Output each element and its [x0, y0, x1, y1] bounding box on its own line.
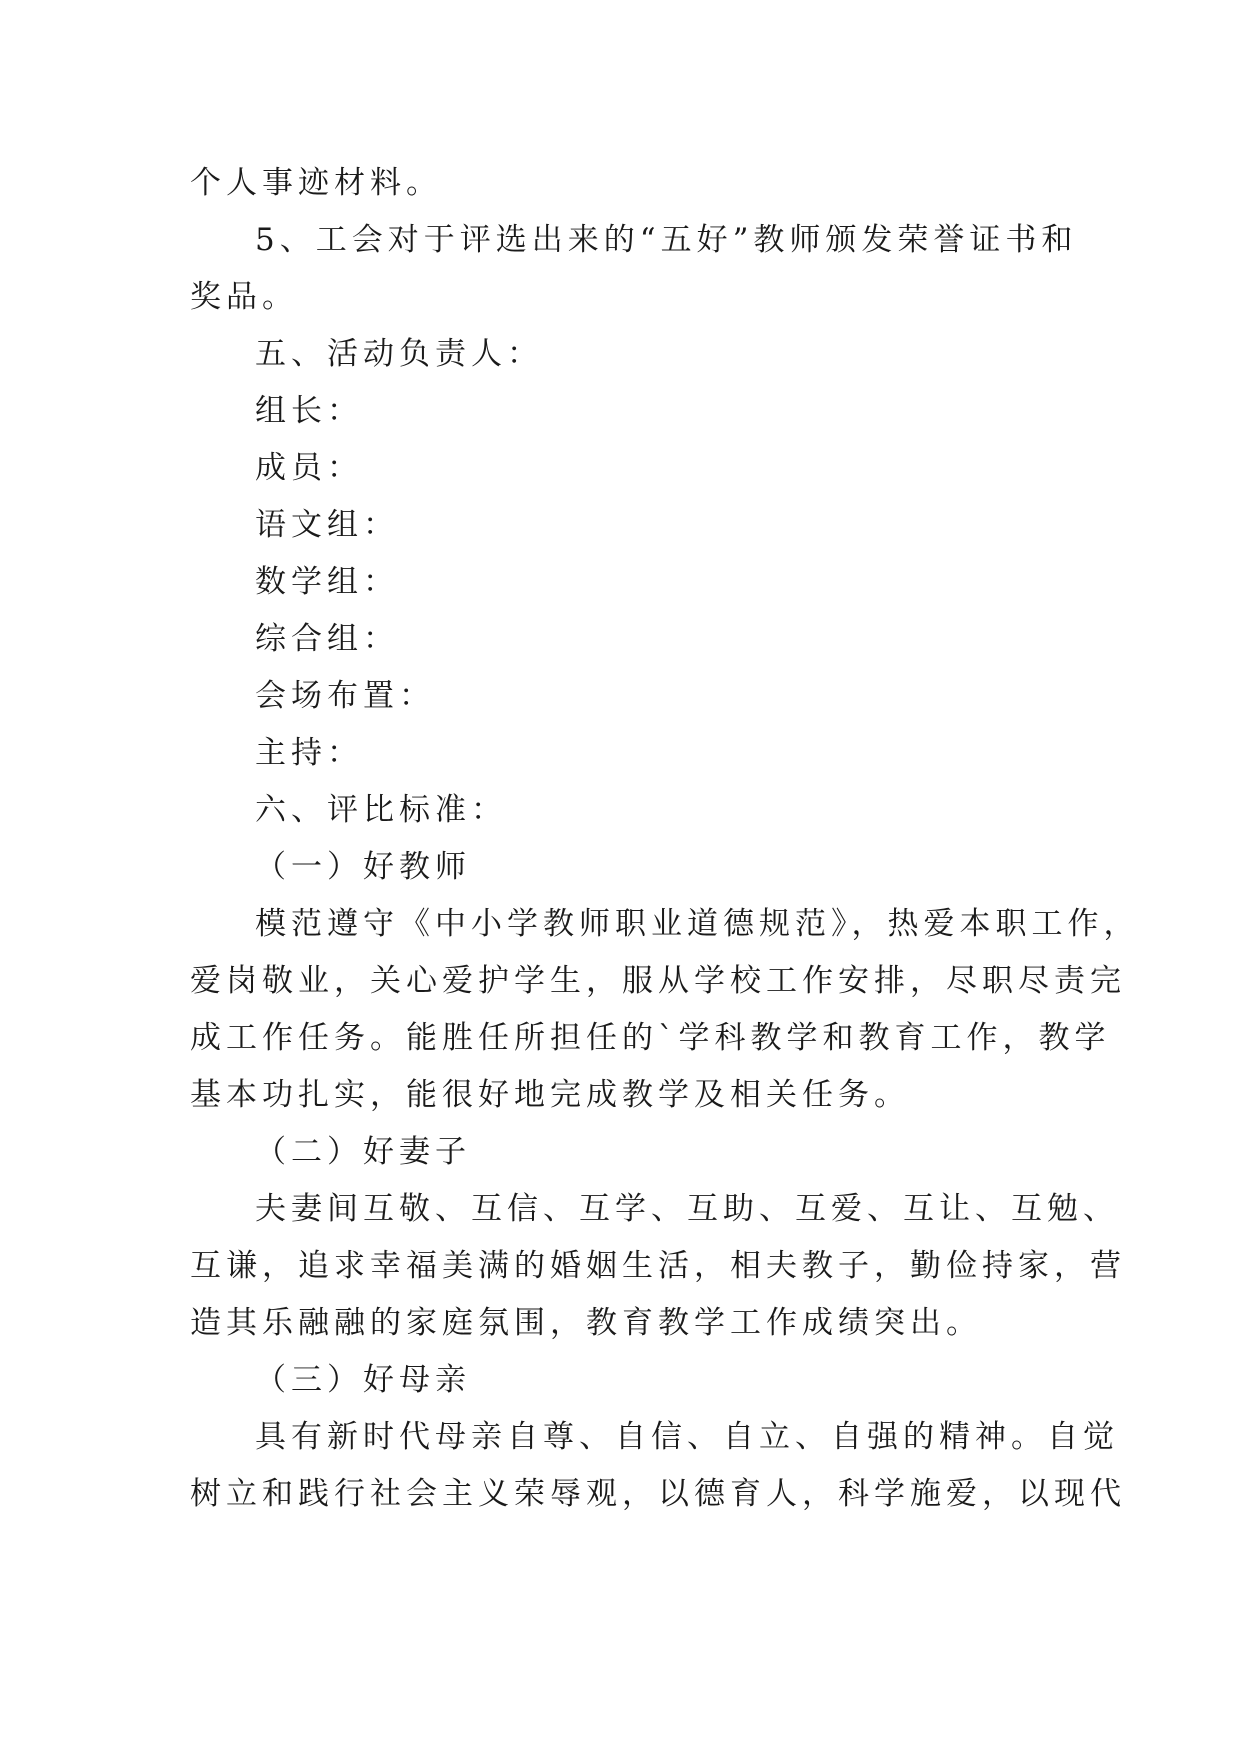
text-line: 语文组：	[255, 507, 399, 543]
text-line: 组长：	[255, 393, 363, 429]
section-heading: 六、评比标准：	[255, 792, 507, 828]
text-line: 主持：	[255, 735, 363, 771]
text-line: 模范遵守《中小学教师职业道德规范》，热爱本职工作，	[255, 906, 1140, 942]
text-line: 互谦，追求幸福美满的婚姻生活，相夫教子，勤俭持家，营	[190, 1248, 1126, 1284]
text-line: 具有新时代母亲自尊、自信、自立、自强的精神。自觉	[255, 1419, 1119, 1455]
subsection-heading: （二）好妻子	[255, 1134, 471, 1170]
text-line: 夫妻间互敬、互信、互学、互助、互爱、互让、互勉、	[255, 1191, 1119, 1227]
text-line: 造其乐融融的家庭氛围，教育教学工作成绩突出。	[190, 1305, 982, 1341]
text-line: 成员：	[255, 450, 363, 486]
subsection-heading: （一）好教师	[255, 849, 471, 885]
text-line: 基本功扎实，能很好地完成教学及相关任务。	[190, 1077, 910, 1113]
text-line: 成工作任务。能胜任所担任的`学科教学和教育工作，教学	[190, 1020, 1111, 1056]
text-line: 爱岗敬业，关心爱护学生，服从学校工作安排，尽职尽责完	[190, 963, 1126, 999]
text-line: 树立和践行社会主义荣辱观，以德育人，科学施爱，以现代	[190, 1476, 1126, 1512]
text-line: 会场布置：	[255, 678, 435, 714]
text-line: 奖品。	[190, 279, 298, 315]
text-line: 数学组：	[255, 564, 399, 600]
text-line: 综合组：	[255, 621, 399, 657]
section-heading: 五、活动负责人：	[255, 336, 543, 372]
text-line: 个人事迹材料。	[190, 165, 442, 201]
text-line: 5、工会对于评选出来的“五好”教师颁发荣誉证书和	[255, 222, 1078, 258]
subsection-heading: （三）好母亲	[255, 1362, 471, 1398]
